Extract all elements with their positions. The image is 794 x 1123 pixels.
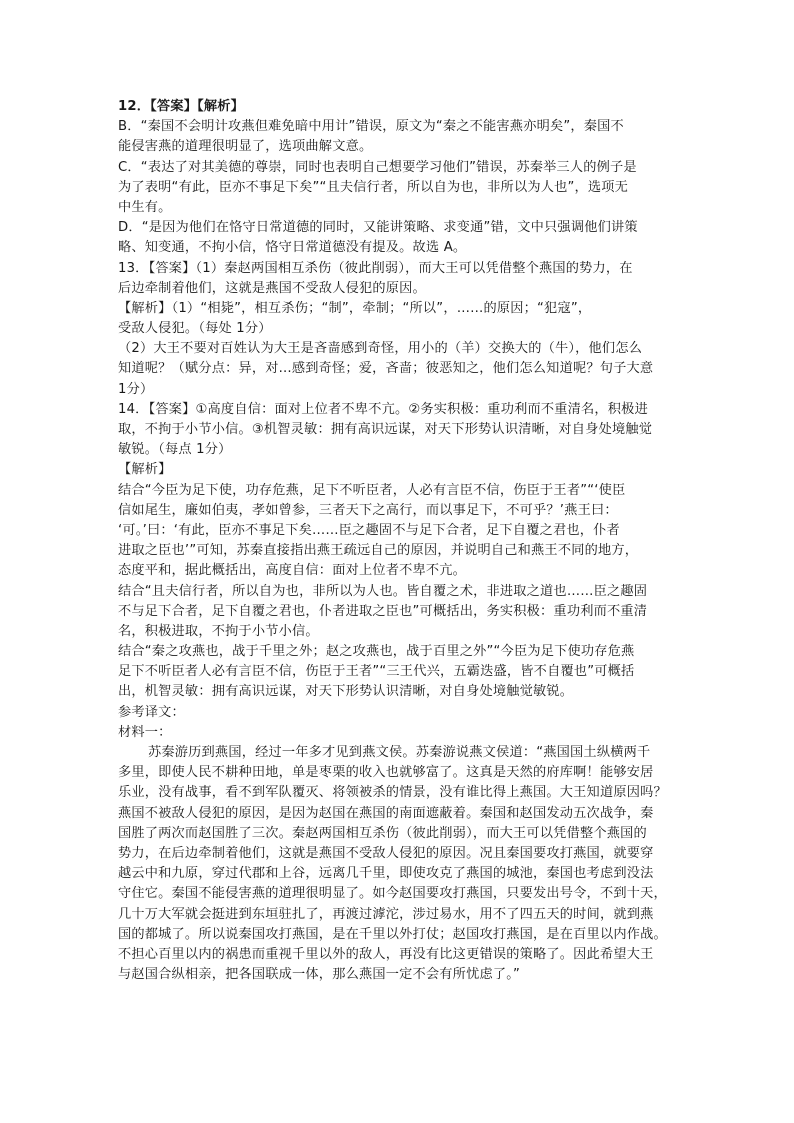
text-line: 【解析】（1）“相毙”，相互杀伤；“制”，牵制；“所以”，……的原因；“犯寇”，	[118, 300, 592, 316]
text-line: B．“秦国不会明计攻燕但难免暗中用计”错误，原文为“秦之不能害燕亦明矣”，秦国不	[118, 119, 624, 135]
text-line: 足下不听臣者人必有言臣不信，伤臣于王者”“三王代兴，五霸迭盛，皆不自覆也”可概括	[118, 664, 635, 680]
text-line: 乐业，没有战事，看不到军队覆灭、将领被杀的情景，没有谁比得上燕国。大王知道原因吗？	[118, 785, 667, 801]
text-line: 多里，即使人民不耕种田地，单是枣栗的收入也就够富了。这真是天然的府库啊！能够安居	[118, 765, 654, 781]
text-line: 为了表明“有此，臣亦不事足下矣”“且夫信行者，所以自为也，非所以为人也”，选项无	[118, 179, 629, 195]
text-line: 结合“今臣为足下使，功存危燕，足下不听臣者，人必有言臣不信，伤臣于王者”“‘使臣	[118, 482, 626, 498]
document-page	[118, 97, 678, 985]
text-line: 结合“且夫信行者，所以自为也，非所以为人也。皆自覆之术，非进取之道也……臣之趣固	[118, 583, 648, 599]
text-line: 【解析】	[118, 462, 172, 478]
text-line: 材料一：	[118, 724, 172, 740]
text-line: 不与足下合者，足下自覆之君也，仆者进取之臣也”可概括出，务实积极：重功利而不重清	[118, 603, 648, 619]
text-line: 参考译文：	[118, 704, 185, 720]
text-line: 势力，在后边牵制着他们，这就是燕国不受敌人侵犯的原因。况且秦国要攻打燕国，就要穿	[118, 845, 654, 861]
text-line: 与赵国合纵相亲，把各国联成一体，那么燕国一定不会有所忧虑了。”	[118, 967, 521, 983]
text-line: 12．【答案】【解析】	[118, 99, 245, 114]
text-line: 信如尾生，廉如伯夷，孝如曾参，三者天下之高行，而以事足下，不可乎？’燕王曰：	[118, 502, 618, 518]
text-line: 能侵害燕的道理很明显了，选项曲解文意。	[118, 139, 373, 155]
text-line: 中生有。	[118, 199, 172, 215]
text-line: 1分）	[118, 381, 154, 397]
text-line: （2）大王不要对百姓认为大王是吝啬感到奇怪，用小的（羊）交换大的（牛），他们怎么	[118, 341, 643, 357]
text-line: 燕国不被敌人侵犯的原因，是因为赵国在燕国的南面遮蔽着。秦国和赵国发动五次战争，秦	[118, 805, 654, 821]
text-line: 进取之臣也’”可知，苏秦直接指出燕王疏远自己的原因，并说明自己和燕王不同的地方，	[118, 543, 639, 559]
text-line: 结合“秦之攻燕也，战于千里之外；赵之攻燕也，战于百里之外”“今臣为足下使功存危燕	[118, 644, 635, 660]
text-line: C．“表达了对其美德的尊崇，同时也表明自己想要学习他们”错误，苏秦举三人的例子是	[118, 159, 637, 175]
text-line: 苏秦游历到燕国，经过一年多才见到燕文侯。苏秦游说燕文侯道：“燕国国土纵横两千	[148, 745, 651, 760]
text-line: 受敌人侵犯。（每处 1分）	[118, 321, 272, 337]
text-line: D．“是因为他们在恪守日常道德的同时，又能讲策略、求变通”错，文中只强调他们讲策	[118, 220, 638, 236]
text-line: 后边牵制着他们，这就是燕国不受敌人侵犯的原因。	[118, 280, 426, 296]
text-line: 国胜了两次而赵国胜了三次。秦赵两国相互杀伤（彼此削弱），而大王可以凭借整个燕国的	[118, 825, 647, 841]
text-line: 敏锐。（每点 1分）	[118, 442, 232, 458]
text-line: 不担心百里以内的祸患而重视千里以外的敌人，再没有比这更错误的策略了。因此希望大王	[118, 946, 654, 962]
text-line: 14．【答案】①高度自信：面对上位者不卑不亢。②务实积极：重功利而不重清名，积极进	[118, 401, 648, 417]
text-line: 13．【答案】（1）秦赵两国相互杀伤（彼此削弱），而大王可以凭借整个燕国的势力，在	[118, 260, 633, 276]
text-line: 知道呢？（赋分点：异，对...感到奇怪；爱，吝啬；彼恶知之，他们怎么知道呢？句子大意	[118, 361, 654, 377]
text-line: 略、知变通，不拘小信，恪守日常道德没有提及。故选 A。	[118, 240, 467, 256]
text-line: ‘可。’曰：‘有此，臣亦不事足下矣……臣之趣固不与足下合者，足下自覆之君也，仆者	[118, 522, 620, 538]
text-line: 态度平和，据此概括出，高度自信：面对上位者不卑不亢。	[118, 563, 467, 579]
text-line: 国的都城了。所以说秦国攻打燕国，是在千里以外打仗；赵国攻打燕国，是在百里以内作战。	[118, 926, 667, 942]
text-line: 出，机智灵敏：拥有高识远谋，对天下形势认识清晰，对自身处境触觉敏锐。	[118, 684, 574, 700]
text-line: 几十万大军就会挺进到东垣驻扎了，再渡过滹沱，涉过易水，用不了四五天的时间，就到燕	[118, 906, 654, 922]
text-line: 守住它。秦国不能侵害燕的道理很明显了。如今赵国要攻打燕国，只要发出号令，不到十天，	[118, 886, 667, 902]
text-line: 名，积极进取，不拘于小节小信。	[118, 623, 319, 639]
text-line: 取，不拘于小节小信。③机智灵敏：拥有高识远谋，对天下形势认识清晰，对自身处境触觉	[118, 422, 653, 437]
text-line: 越云中和九原，穿过代郡和上谷，远离几千里，即使攻克了燕国的城池，秦国也考虑到没法	[118, 866, 654, 882]
